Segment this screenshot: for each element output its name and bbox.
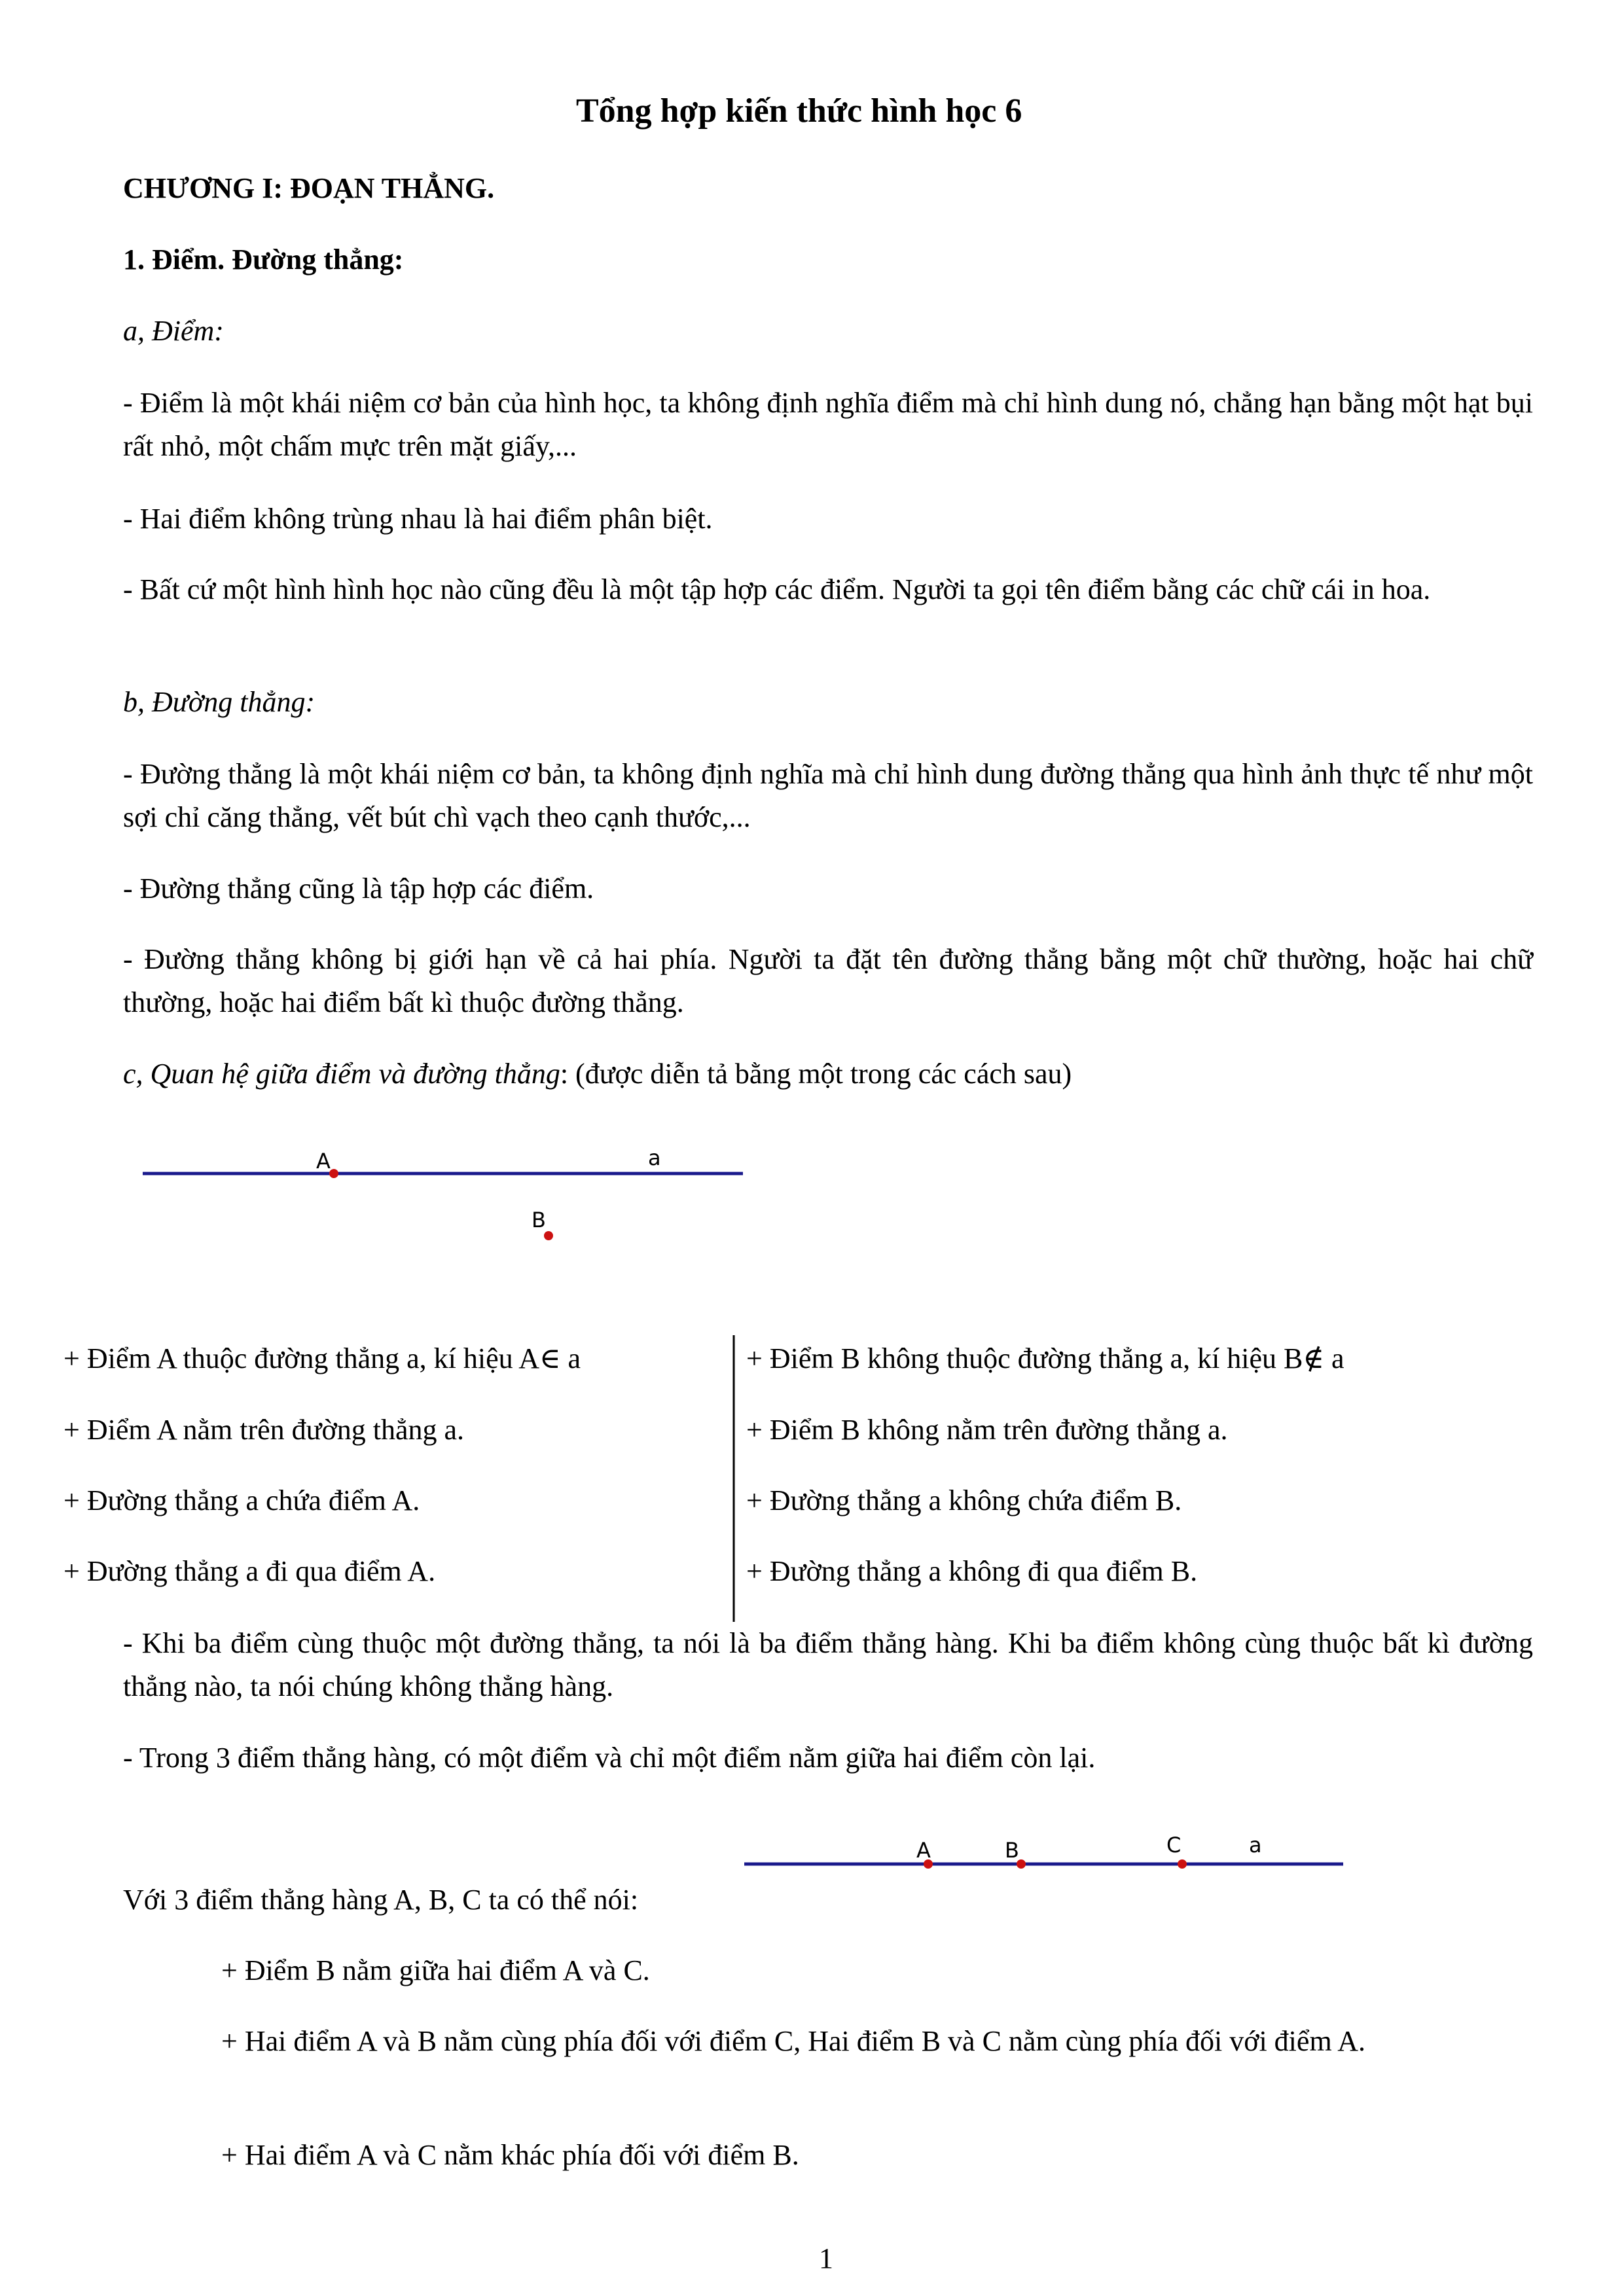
- point-C-collinear: [1178, 1859, 1187, 1869]
- page-title: Tổng hợp kiến thức hình học 6: [576, 92, 1022, 130]
- left-column-item: + Điểm A nằm trên đường thẳng a.: [63, 1414, 465, 1446]
- right-column-item: + Điểm B không nằm trên đường thẳng a.: [746, 1414, 1228, 1446]
- diagram1-label-B: B: [532, 1208, 546, 1232]
- right-column-item: + Điểm B không thuộc đường thẳng a, kí hiệu B∉ a: [746, 1342, 1344, 1374]
- point-B: [544, 1231, 553, 1240]
- collinear-bullet-2: + Hai điểm A và B nằm cùng phía đối với điểm C, Hai điểm B và C nằm cùng phía đối với điểm A.: [221, 2025, 1366, 2057]
- line-paragraph-3: - Đường thẳng không bị giới hạn về cả hai phía. Người ta đặt tên đường thẳng bằng một chữ thường, hoặc hai chữ thường, hoặc hai điểm bất kì thuộc đường thẳng.: [123, 943, 1533, 1018]
- diagram1-label-A: A: [316, 1149, 331, 1174]
- relation-heading-rest: : (được diễn tả bằng một trong các cách sau): [560, 1058, 1072, 1090]
- point-paragraph-1: - Điểm là một khái niệm cơ bản của hình học, ta không định nghĩa điểm mà chỉ hình dung nó, chẳng hạn bằng một hạt bụi rất nhỏ, một chấm mực trên mặt giấy,...: [123, 387, 1533, 462]
- collinear-intro: Với 3 điểm thẳng hàng A, B, C ta có thể nói:: [123, 1884, 639, 1916]
- diagram2-label-B: B: [1005, 1838, 1019, 1863]
- page-number: 1: [819, 2242, 833, 2274]
- section-heading: 1. Điểm. Đường thẳng:: [123, 243, 404, 276]
- right-column-item: + Đường thẳng a không đi qua điểm B.: [746, 1555, 1198, 1587]
- chapter-heading: CHƯƠNG I: ĐOẠN THẲNG.: [123, 172, 495, 204]
- right-column-item: + Đường thẳng a không chứa điểm B.: [746, 1484, 1182, 1516]
- collinear-paragraph-2: - Trong 3 điểm thẳng hàng, có một điểm và chỉ một điểm nằm giữa hai điểm còn lại.: [123, 1742, 1096, 1774]
- point-A: [329, 1169, 338, 1178]
- left-column-item: + Đường thẳng a chứa điểm A.: [63, 1484, 420, 1516]
- point-paragraph-3: - Bất cứ một hình hình học nào cũng đều là một tập hợp các điểm. Người ta gọi tên điểm bằng các chữ cái in hoa.: [123, 573, 1431, 605]
- diagram2-label-a: a: [1249, 1833, 1262, 1857]
- point-paragraph-2: - Hai điểm không trùng nhau là hai điểm phân biệt.: [123, 503, 713, 535]
- point-heading: a, Điểm:: [123, 315, 224, 347]
- line-heading: b, Đường thẳng:: [123, 686, 316, 718]
- diagram2-label-C: C: [1166, 1833, 1182, 1857]
- line-paragraph-1: - Đường thẳng là một khái niệm cơ bản, ta không định nghĩa mà chỉ hình dung đường thẳng qua hình ảnh thực tế như một sợi chỉ căng thẳng, vết bút chì vạch theo cạnh thước,...: [123, 758, 1533, 833]
- collinear-bullet-3: + Hai điểm A và C nằm khác phía đối với điểm B.: [221, 2139, 799, 2171]
- left-column-item: + Đường thẳng a đi qua điểm A.: [63, 1555, 436, 1587]
- diagram2-label-A: A: [916, 1838, 931, 1863]
- left-column-item: + Điểm A thuộc đường thẳng a, kí hiệu A∈ a: [63, 1342, 581, 1374]
- relation-heading-label: c, Quan hệ giữa điểm và đường thẳng: [123, 1058, 560, 1090]
- line-paragraph-2: - Đường thẳng cũng là tập hợp các điểm.: [123, 872, 594, 905]
- diagram1-label-a: a: [648, 1145, 661, 1170]
- collinear-paragraph-1: - Khi ba điểm cùng thuộc một đường thẳng, ta nói là ba điểm thẳng hàng. Khi ba điểm không cùng thuộc bất kì đường thẳng nào, ta nói chúng không thẳng hàng.: [123, 1627, 1533, 1702]
- collinear-bullet-1: + Điểm B nằm giữa hai điểm A và C.: [221, 1954, 650, 1986]
